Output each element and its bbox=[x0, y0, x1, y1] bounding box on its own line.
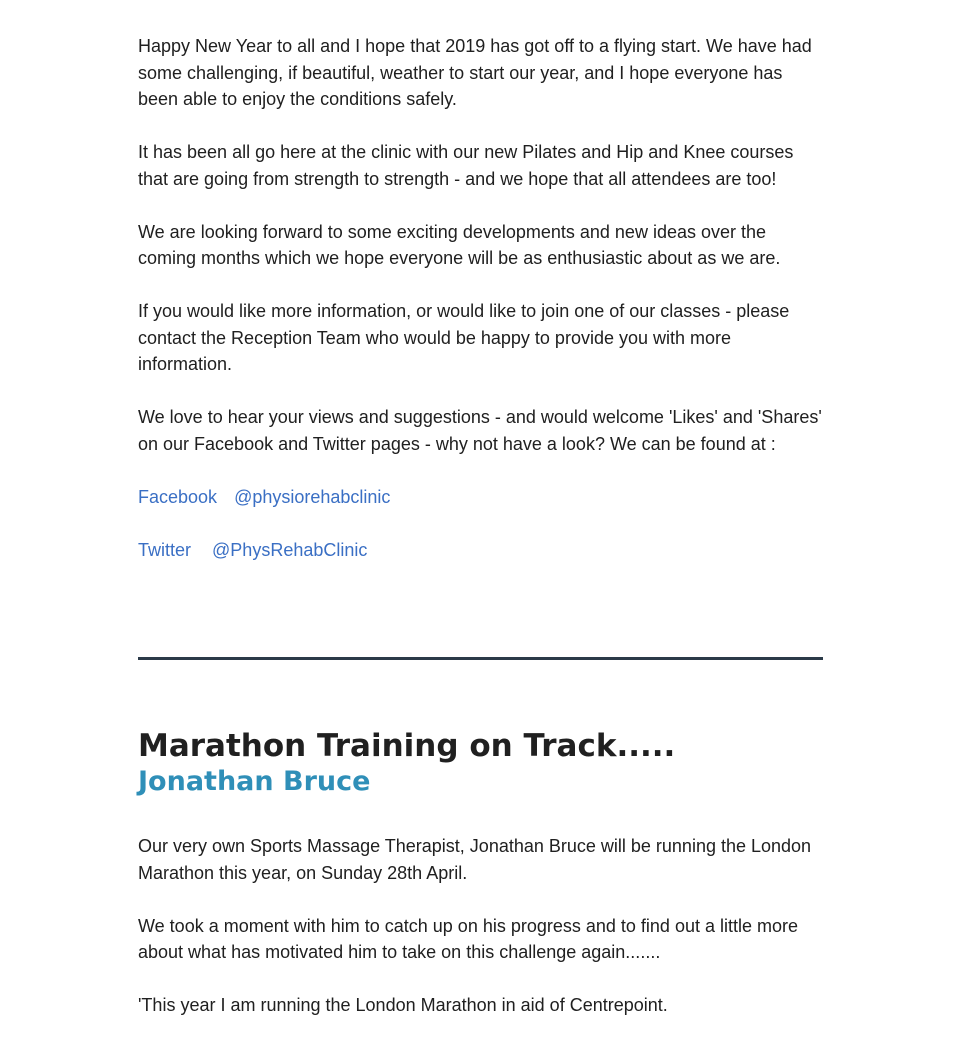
article-subtitle: Jonathan Bruce bbox=[138, 766, 371, 797]
twitter-line bbox=[138, 537, 823, 564]
intro-paragraph-contact: If you would like more information, or would like to join one of our classes - please contact the Reception Team who would be happy to provide you with more information. bbox=[138, 301, 790, 374]
article-body bbox=[138, 833, 823, 1019]
article-paragraph-catch-up: We took a moment with him to catch up on his progress and to find out a little more about what has motivated him to take on this challenge again....... bbox=[138, 915, 798, 962]
twitter-handle-link[interactable]: @PhysRehabClinic bbox=[212, 539, 368, 560]
section-divider bbox=[138, 657, 823, 660]
intro-paragraph-clinic-courses: It has been all go here at the clinic with our new Pilates and Hip and Knee courses that are going from strength to strength - and we hope that all attendees are too! bbox=[138, 142, 794, 189]
intro-paragraph-developments: We are looking forward to some exciting developments and new ideas over the coming months which we hope everyone will be as enthusiastic about as we are. bbox=[138, 221, 781, 268]
intro-paragraph-new-year: Happy New Year to all and I hope that 2019 has got off to a flying start. We have had some challenging, if beautiful, weather to start our year, and I hope everyone has been able to enjoy the conditions safely. bbox=[138, 36, 812, 109]
twitter-link[interactable]: Twitter bbox=[138, 539, 192, 560]
article-title: Marathon Training on Track..... bbox=[138, 728, 676, 764]
newsletter-intro bbox=[138, 33, 823, 590]
intro-paragraph-social: We love to hear your views and suggestions - and would welcome 'Likes' and 'Shares' on our Facebook and Twitter pages - why not have a look? We can be found at : bbox=[138, 407, 822, 454]
facebook-handle-link[interactable]: @physiorehabclinic bbox=[234, 486, 391, 507]
article-paragraph-quote: 'This year I am running the London Marathon in aid of Centrepoint. bbox=[138, 995, 668, 1015]
article-paragraph-intro: Our very own Sports Massage Therapist, Jonathan Bruce will be running the London Marathon this year, on Sunday 28th April. bbox=[138, 836, 812, 883]
facebook-link[interactable]: Facebook bbox=[138, 486, 218, 507]
facebook-line bbox=[138, 484, 823, 511]
marathon-article bbox=[138, 727, 823, 1045]
